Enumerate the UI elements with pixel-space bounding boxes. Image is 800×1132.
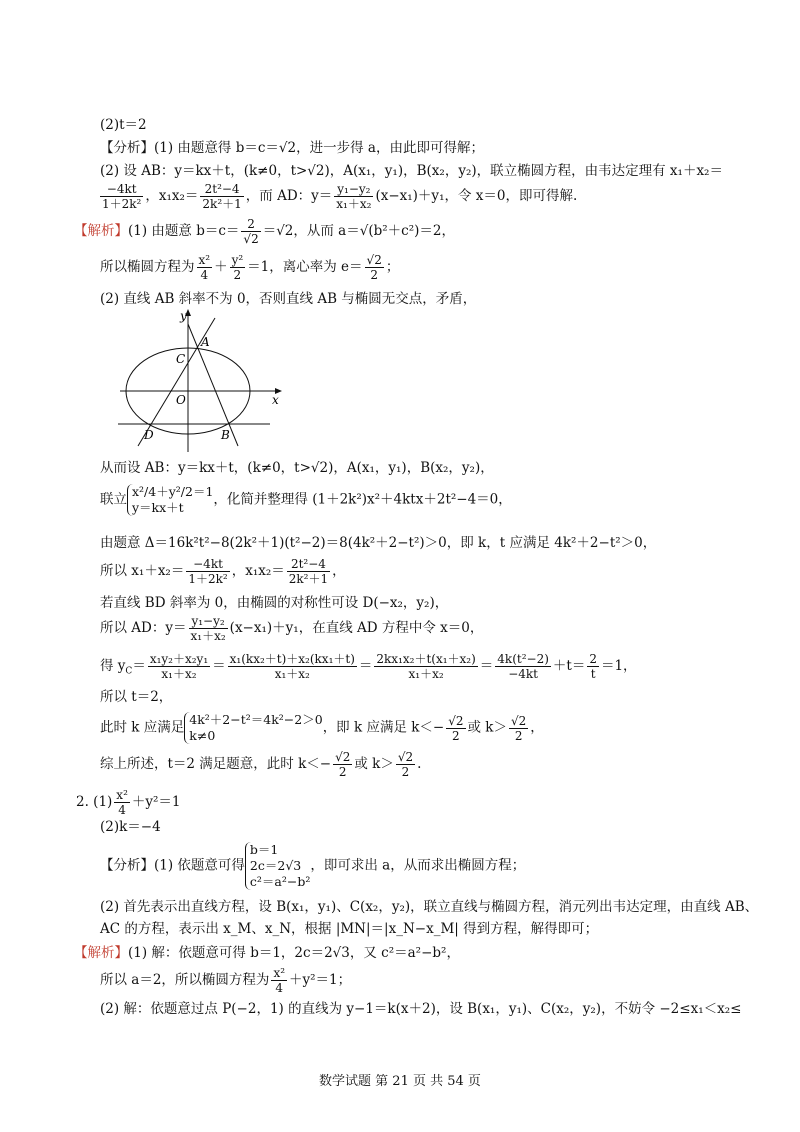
formula-line: 得 $y_C=$ $\frac{\text{x₁y₂＋x₂y₁}}{\text{x₁＋x₂}}$ ＝ $\frac{\text{x₁(kx₂＋t)＋x₂(kx₁＋t)}}{\text{x₁＋x₂}}$ ＝ $\frac{\text{2kx₁x₂＋t(x₁＋x₂)}}{\text{x₁＋x₂}}$ ＝ $\frac{\text{4k(t²−2)}}{-4kt}$ ＋t＝ $\frac{2}{t}$ ＝1， <box>100 652 637 681</box>
text-line: 从而设 AB：y＝kx＋t，(k≠0，t>√2)，A(x₁，y₁)，B(x₂，y₂)， <box>100 460 494 476</box>
fraction: $\frac{√2}{2}$ <box>397 750 414 779</box>
text-line: 由题意 Δ＝16k²t²−8(2k²＋1)(t²−2)＝8(4k²＋2−t²)＞0，即 k，t 应满足 4k²＋2−t²＞0， <box>100 535 657 551</box>
text-line: AC 的方程，表示出 x_M、x_N，根据 |MN|＝|x_N−x_M| 得到方程，解得即可； <box>100 921 599 937</box>
fraction: $\frac{√2}{2}$ <box>366 253 382 282</box>
fraction: $\frac{\text{x²}}{4}$ <box>116 788 128 817</box>
fraction: $\frac{\text{4k(t²−2)}}{-4kt}$ <box>497 652 549 681</box>
analysis-line: 【分析】(1) 依题意可得 b＝1 2c＝2√3 c²＝a²−b² ，即可求出 a，从而求出椭圆方程； <box>100 842 526 889</box>
fraction: $\frac{\text{y₁−y₂}}{\text{x₁＋x₂}}$ <box>190 614 226 643</box>
label-y: y <box>180 309 187 323</box>
text-line: 此时 k 应满足 4k²＋2−t²＝4k²−2＞0 k≠0 ，即 k 应满足 k＜− $\frac{√2}{2}$ 或 k＞ $\frac{√2}{2}$ ， <box>100 712 544 743</box>
ellipse-figure <box>110 306 290 456</box>
equation-system: b＝1 2c＝2√3 c²＝a²−b² <box>245 842 310 890</box>
problem-2-answer: 2. (1) $\frac{\text{x²}}{4}$ ＋y²＝1 <box>76 788 181 817</box>
text-line: 所以 AD：y＝ $\frac{\text{y₁−y₂}}{\text{x₁＋x₂}}$ (x−x₁)＋y₁，在直线 AD 方程中令 x＝0， <box>100 614 484 643</box>
solution-label: 【解析】 <box>74 945 128 961</box>
label-o: O <box>176 393 186 407</box>
fraction: $\frac{\text{y²}}{2}$ <box>231 253 244 282</box>
analysis-line: 【分析】(1) 由题意得 b＝c＝√2，进一步得 a，由此即可得解； <box>100 140 484 156</box>
line-ab <box>188 324 238 446</box>
solution-label: 【解析】 <box>74 223 128 239</box>
text-line: (2)t＝2 <box>100 117 147 133</box>
solution-line: 【解析】(1) 由题意 b＝c＝ $\frac{2}{√2}$ ＝√2，从而 a＝√(b²＋c²)＝2， <box>74 217 455 246</box>
fraction: $\frac{\text{y₁−y₂}}{\text{x₁＋x₂}}$ <box>336 182 372 211</box>
solution-line: 【解析】(1) 解：依题意可得 b＝1，2c＝2√3，又 c²＝a²−b²， <box>74 945 460 961</box>
fraction: $\frac{\text{x₁(kx₂＋t)＋x₂(kx₁＋t)}}{\text{x₁＋x₂}}$ <box>229 652 355 681</box>
text-line: 所以 t＝2， <box>100 689 173 705</box>
fraction: $\frac{√2}{2}$ <box>511 713 527 743</box>
fraction: $\frac{2}{t}$ <box>589 652 597 681</box>
text-line: 联立 x²/4＋y²/2＝1 y＝kx＋t ，化简并整理得 (1＋2k²)x²＋4ktx＋2t²−4＝0， <box>100 484 512 515</box>
fraction: $\frac{-4kt}{\text{1＋2k²}}$ <box>102 182 142 211</box>
equation-system: x²/4＋y²/2＝1 y＝kx＋t <box>127 484 213 516</box>
label-c: C <box>176 352 186 366</box>
label-a: A <box>201 335 210 349</box>
condition-system: 4k²＋2−t²＝4k²−2＞0 k≠0 <box>184 712 322 744</box>
label-b: B <box>221 428 230 442</box>
fraction: $\frac{\text{x²}}{4}$ <box>273 966 286 995</box>
text-line: (2) 解：依题意过点 P(−2，1) 的直线为 y−1＝k(x＋2)，设 B(x₁，y₁)、C(x₂，y₂)，不妨令 −2≤x₁＜x₂≤ <box>100 1001 742 1017</box>
fraction: $\frac{2}{√2}$ <box>243 217 259 246</box>
text-line: (2) 首先表示出直线方程，设 B(x₁，y₁)、C(x₂，y₂)，联立直线与椭圆方程，消元列出韦达定理，由直线 AB、 <box>100 899 759 915</box>
text-line: 若直线 BD 斜率为 0，由椭圆的对称性可设 D(−x₂，y₂)， <box>100 595 449 611</box>
fraction: $\frac{\text{2kx₁x₂＋t(x₁＋x₂)}}{\text{x₁＋x₂}}$ <box>376 652 476 681</box>
fraction: $\frac{-4kt}{\text{1＋2k²}}$ <box>188 557 228 586</box>
fraction: $\frac{\text{x²}}{4}$ <box>198 253 211 282</box>
label-d: D <box>144 428 154 442</box>
formula-line: $\frac{-4kt}{\text{1＋2k²}}$ ，x₁x₂＝ $\frac{\text{2t²−4}}{\text{2k²＋1}}$ ，而 AD：y＝ $\frac{\text{y₁−y₂}}{\text{x₁＋x₂}}$ (x−x₁)＋y₁，令 x＝0，即可得解. <box>102 182 578 211</box>
fraction: $\frac{\text{x₁y₂＋x₂y₁}}{\text{x₁＋x₂}}$ <box>149 652 209 681</box>
fraction: $\frac{\text{2t²−4}}{\text{2k²＋1}}$ <box>202 182 242 211</box>
text-line: 综上所述，t＝2 满足题意，此时 k＜− $\frac{√2}{2}$ 或 k＞ $\frac{√2}{2}$ . <box>100 750 422 779</box>
text-line: (2) 直线 AB 斜率不为 0，否则直线 AB 与椭圆无交点，矛盾， <box>100 291 477 307</box>
fraction: $\frac{√2}{2}$ <box>448 713 464 743</box>
text-line: 所以 x₁＋x₂＝ $\frac{-4kt}{\text{1＋2k²}}$ ，x₁x₂＝ $\frac{\text{2t²−4}}{\text{2k²＋1}}$ ， <box>100 557 346 586</box>
text-line: (2)k＝−4 <box>100 819 161 835</box>
text-line: 所以椭圆方程为 $\frac{\text{x²}}{4}$ ＋ $\frac{\text{y²}}{2}$ ＝1，离心率为 e＝ $\frac{√2}{2}$ ； <box>100 253 400 282</box>
fraction: $\frac{√2}{2}$ <box>335 750 351 779</box>
page-footer: 数学试题 第 21 页 共 54 页 <box>319 1074 481 1089</box>
text-line: (2) 设 AB：y＝kx＋t，(k≠0，t>√2)，A(x₁，y₁)，B(x₂，y₂)，联立椭圆方程，由韦达定理有 x₁＋x₂＝ <box>100 163 723 179</box>
fraction: $\frac{\text{2t²−4}}{\text{2k²＋1}}$ <box>288 557 329 586</box>
label-x: x <box>272 393 279 407</box>
text-line: 所以 a＝2，所以椭圆方程为 $\frac{\text{x²}}{4}$ ＋y²＝1； <box>100 966 352 995</box>
